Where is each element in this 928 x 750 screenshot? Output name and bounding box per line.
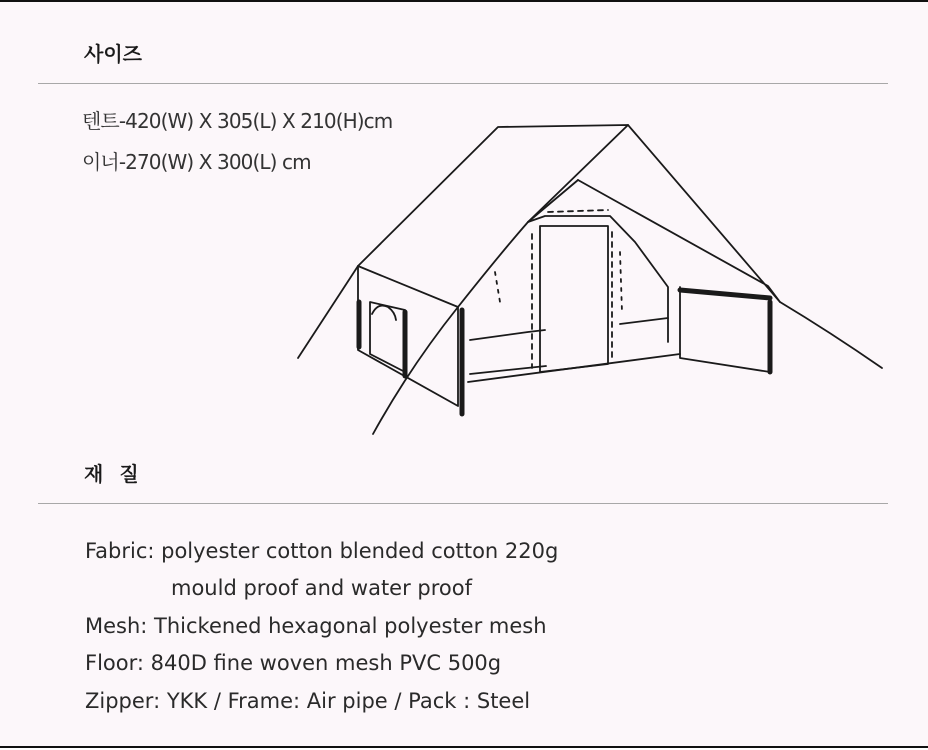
size-divider (38, 83, 888, 84)
spec-panel (0, 2, 928, 746)
fabric-property-text: mould proof and water proof (171, 576, 473, 600)
mesh-spec-text: Mesh: Thickened hexagonal polyester mesh (85, 614, 547, 638)
material-heading: 재질 (84, 462, 155, 486)
inner-tent-size-text: 이너-270(W) X 300(L) cm (82, 150, 311, 174)
bottom-border (0, 746, 928, 748)
floor-spec-text: Floor: 840D fine woven mesh PVC 500g (85, 651, 502, 675)
tent-illustration-icon (290, 117, 890, 442)
fabric-spec-text: Fabric: polyester cotton blended cotton 220g (85, 539, 559, 563)
zipper-frame-pack-text: Zipper: YKK / Frame: Air pipe / Pack : Steel (85, 689, 531, 713)
tent-size-text: 텐트-420(W) X 305(L) X 210(H)cm (82, 109, 393, 133)
material-divider (38, 503, 888, 504)
size-heading: 사이즈 (84, 42, 142, 66)
